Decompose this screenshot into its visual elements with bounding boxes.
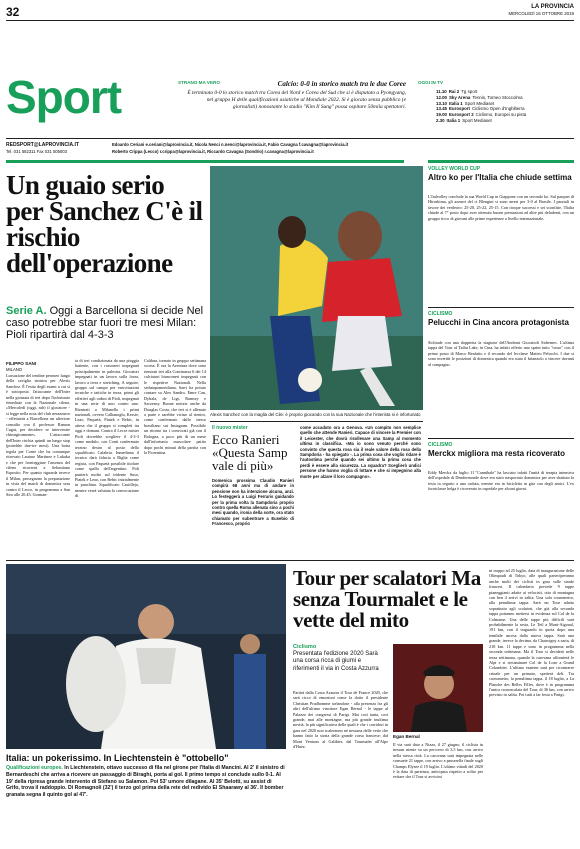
strano-headline: Calcio: 0-0 in storico match tra le due Coree [277, 80, 406, 88]
ranieri-rule [210, 421, 423, 422]
strano-kicker: STRANO MA VERO [178, 80, 220, 85]
ranieri-col-1: Domenica prossima Claudio Ranieri compirà 68 anni ma di andare in pensione non ha intenzione alcuna, anzi. Lo festeggerà a Luigi Ferraris guidando per la prima volta la Sampdoria proprio contro quella Roma allenata sino a pochi mesi quando, ironia della sorte, ora stato chiamato per subentrare a Eusebio di Francesco, proprio [212, 478, 294, 527]
sidebar-s2-headline: Pelucchi in Cina ancora protagonista [428, 318, 569, 327]
italia-caption-title: Italia: un pokerissimo. In Liechtenstein è "ottobello" [6, 753, 229, 763]
ranieri-headline: Ecco Ranieri «Questa Samp vale di più» [212, 432, 288, 473]
sidebar-s2-body: Sichiude con una doppietta la stagione dell'Androni Giocattoli Sidermec. L'ultima tappa del Tour of Taihu Lake, in Cina, ha infatti offerto uno sprint tutto "rosso" con il primo posto di Marco Benfatto e il secondo del lecchese Matteo Pelucchi. I due si sono invertiti le posizioni di domenica quando era stato il brianzolo a vincere davanti al compagno. [428, 340, 574, 367]
tv-item: 13.45 Eurosport Ciclismo Open d'Inghilterra [436, 106, 525, 112]
sidebar-s3-headline: Merckx migliora ma resta ricoverato [428, 449, 565, 458]
sidebar-rule-2 [428, 438, 574, 439]
tour-headline: Tour per scalatori Ma senza Tourmalet e le vette del mito [293, 566, 481, 632]
tv-item: 2.30 Italia 1 Sport Mediaset [436, 117, 492, 123]
main-subhead [6, 305, 204, 341]
main-subhead-text: Oggi a Barcellona si decide Nel caso potrebbe star fuori tre mesi Milan: Pioli ripartirà dal 4-3-3 [6, 305, 204, 341]
sidebar-s3-body: Eddy Merckx da luglio. Il "Cannibale" ha lasciato infatti l'unità di terapia intensiva dell'ospedale di Dendermonde dove era stato trasportato domenica per aver sbattuto la testa in seguito a una caduta, mentre era in bicicletta in gita con degli amici. L'ex fuoriclasse belga è ricoverato in ospedale per alcuni giorni. [428, 470, 574, 492]
tour-col-1: Partirà dalla Costa Azzurra il Tour de France 2020, che sarà ricco di emozioni come la dotto il presidente Christian Prudhomme stelandose - alla presenza fra gli altri dell'ultimo vincitore Egan Bernal - le tappe al Palazzo dei congressi di Parigi. Mai così tanta, così grande, mai alle montagne, ma più grande inultima novità, la più significativa delle quali è che i corridori in gara nel 2020 non scaleranno né nessuna delle vette che hanno fatto la storia della grande corsa francese: dal Mont Ventoux al Galibier, dal Tourmalet all'Alpe d'Huez. [293, 690, 388, 750]
italia-caption-body: In Liechtenstein, ottavo successo di fila nel girone per l'Italia di Mancini. Al 2' il sinistro di Bernardeschi che arriva a ricevere un passaggio di Biraghi, porta al gol. Il primo tempo si conclude sullo 0-1. Al 19' della ripresa grande intervento di Stefano su Salamon. Poi 53' umore dilagane. Al 35' Belotti, su assist di Grifo, trova il raddoppio. Di Romagnoli (32') il terzo gol prima della rete del redivido El Shaarawy al 36'. Il bomber granata segna il quinto gol al 47'. [6, 765, 285, 799]
italia-caption-kicker: Qualificazioni europee. [6, 765, 63, 771]
italia-photo-image [6, 564, 286, 749]
tv-item: 12.00 Sky Arena Tennis, Torneo Stoccolma [436, 94, 523, 100]
italia-photo [6, 564, 286, 749]
main-place: MILANO [6, 367, 23, 372]
tv-item: 11.10 Rai 2 Tg sport [436, 89, 478, 94]
tour-col-3: ni troppo ad 25 luglio, data di inaugurazione delle Olimpiadi di Tokyo, alle quali parteciperanno anche molti dei ciclisti in gara sulle strade francesi. Il calendario prevede 9 tappe pianeggianti adatte ai velocisti, otto di montagna con ben 4 arrivi in salita. Una sola cronometro, alla penultima tappa. Sarà un Tour adatto soprattutto agli scalatori, che già alla seconda tappa potranno mettersi in evidenza sul Col de la Colmaine. Una delle tappe più difficili sarà probabilmente la sesta, Le Teil a Mont-Aigoual, 191 km, con il traguardo in quota dopo una temibile ascesa dalla nuova tappa. Sarà una grande, invece la decima, da Chauvigny a sarta, di 218 km. 11 tappe e sono in programma nella seconda settimana. Ma il Tour si deciderà nelle terza settimana, quando la carovana affronterà le Alpi e si riesaminare Col de la Loze a Grand Colombier. L'ultimo esamen sarà per ricontrarre crinale per un primato, spetterà deli. Tra cronometro, la penultima tappa, il 18 luglio, a La Planche des Belles Filles, dove è in programma l'unica cronoscalata del Tour, di 36 km, con arrivo previsto in salita. Poi tutti a far festa a Parigi. [489, 568, 574, 698]
tour-col-2: Il via sarà dato a Nizza, il 27 giugno, il ciclista in nessun niente su un percorso di 3,5 km, con arrivo nella stessa città. La carovana sarà impegnata nelle consuete 21 tappe, con arrivo a passerella finale sugli Champs Elysee il 19 luglio. L'ultimo vittadi del 2020 è la data di partenza, anticipata rispetto a solito per evitare che il Tour si avvicini [393, 742, 483, 780]
sidebar-s1-body: L'Italvolley conclude la sua World Cup in Giappone con un secondo ko. Sul parquet di Hiroshima, gli azzurri del ct Blengini si sono arresi per 3-0 al Brasile. I parziali in favore dei verdeoro: 25-20, 25-22, 25-15. Con cinque successi e sei sconfitte, l'Italia chiude al 7° posto dopo aver ottenuto buone prestazioni ad altre più deludenti, con un gruppo ricco di giovani alle prime esperienze a livello internazionale. [428, 194, 574, 221]
section-title: Sport [6, 71, 122, 123]
sidebar-s3-kicker: CICLISMO [428, 442, 453, 448]
main-col-1: Lussazione del tendine peroneo lungo della caviglia sinistra per Alexis Sanchez. È l'esito degli esami a cui si è sottoposto l'attaccante dell'Inter nella giornata di ieri dopo l'infortunio rimediato con la Nazionale cilena, «Mercoledì (oggi, ndr) il giocatore - si legge nella nota del club nerazzurro - effettuerà a Barcellona un ulteriore consulto con il professor Ramon Cugat, per decidere se intervenire chirurgicamente». L'attaccante dell'Inter rischia quindi un lungo stop (potrebbe due-tre mesi). Una botta tegola per Conte che ha comunque ritrovato Lautaro Martinez e Lukaku e che per fronteggiare l'assenza del cileno ricorrerà a Sebastiano Esposito. Per quanto riguarda invece il Milan, proseguono la preparazione in vista del match di domenica sera contro il Lecce, in programma a San Siro alle 20.45. Gorman- [6, 373, 70, 497]
ranieri-col-2: come accaduto ora a Genova. «Un compito non semplice quello che attende Ranieri. Capace di vincere la Premier con il Leicester, che dovrà risollevare una Samp al momento ultima in classifica. «Ma io sono venuto perché sono convinto che questa rosa sia il reale valore della rosa della Sampdoria - ha spiegato -. La prima cosa che voglio ridare è l'autostima perché quando sei ultimo la prima cosa che perdi è essere alla sicurezza. La squadra? Sceglierò undici persone che hanno voglia di lottare e che si impegnino alla morte per alzare il loro compagno». [300, 425, 421, 479]
bernal-photo [393, 644, 483, 732]
staff-line-2: Roberto Crippa (Lecco) r.crippa@laprovincia.it, Riccardo Cavagna (Sondrio) r.cavagna@laprovincia.it [112, 149, 314, 154]
lower-rule [6, 560, 574, 561]
sanchez-photo-caption: Alexis Sanchez con la maglia del Cile: è proprio giocando con la sua Nazionale che l'interista si è infortunato [210, 412, 421, 417]
sanchez-photo [210, 166, 423, 410]
header-rule [6, 20, 574, 21]
sidebar-s1-headline: Altro ko per l'Italia che chiude settima [428, 173, 572, 182]
tv-item: 13.10 Italia 1 Sport Mediaset [436, 100, 495, 106]
tv-list [436, 89, 576, 124]
main-sub-kicker: Serie A. [6, 305, 47, 317]
italia-caption [6, 765, 286, 799]
main-col-2: ta di ieri condizionata da una pioggia battente, con i rossoneri impegnati principalmente in palestra. Giocatori impegnati in un lavoro sulla forza, lavoro a terra e stretching. A seguire, gruppo sul campo per esercitazioni tecniche e tattiche in terza, primi gli effettivi agli ordini di Pioli, impegnati in una serie di uno contro uno. Rientrati a Milanello i primi nazionali, ovvero Calhanoglu, Kessie, Leao, Paquetà, Piatek e Rebic, in attesa che il gruppo si completi tra oggi e domani. Contro il Lecce mister Pioli dovrebbe scegliere il 4-3-3 come modulo, con Conti confermato terzino destro al posto dello squalificato Calabria. Inmediana il tecnico darà fiducia a Biglia come regista, con Paquetà possibile titolare come spalla dell'argentino. Poli punterà molto sul tridente Suso, Piatek e Leao, con Rebic inizialmente in panchina. Squalificato Castillejo, mentre verrà valutata la convocazione di [75, 358, 139, 499]
tour-kicker: Ciclismo [293, 644, 317, 650]
contacts-email[interactable]: REDSPORT@LAPROVINCIA.IT [6, 142, 79, 148]
tour-subhead: Presentata l'edizione 2020 Sarà una corsa ricca di giumi e riferimenti il via in Costa Azzurra [293, 651, 379, 672]
section-green-bar [6, 160, 404, 163]
sidebar-s2-kicker: CICLISMO [428, 311, 453, 317]
issue-date: MERCOLEDÌ 16 OTTOBRE 2019 [508, 11, 574, 16]
tv-item: 19.00 Eurosport 2 Ciclismo, Europei su pista [436, 112, 527, 118]
page-number: 32 [6, 5, 20, 19]
main-headline: Un guaio serio per Sanchez C'è il rischio dell'operazione [6, 170, 203, 278]
bernal-caption: Egan Bernal [393, 734, 420, 739]
strano-body: È terminato 0-0 lo storico match tra Corea del Nord e Corea del Sud che si è disputato a Pyongyang, nel gruppo H delle qualificazioni asiatiche al Mondiale 2022. Si è giocato senza pubblico (e giornalisti) nonostante lo stadio "Kim Il Sung" possa ospitare 50mila spettatori. [187, 90, 406, 110]
sanchez-photo-image [210, 166, 423, 410]
contacts-phone: Tel. 031 582311 Fax 031 505003 [6, 149, 67, 154]
sidebar-green-bar [428, 160, 574, 163]
sidebar-s1-kicker: VOLLEY WORLD CUP [428, 166, 481, 172]
sidebar-rule-1 [428, 307, 574, 308]
newspaper-name: LA PROVINCIA [531, 4, 574, 10]
bernal-photo-image [393, 644, 483, 732]
ranieri-kicker: Il nuovo mister [212, 425, 248, 431]
staff-line-1: Edoardo Ceriani e.ceriani@laprovincia.it, Nicola Nenci n.nenci@laprovincia.it, Fabio Cavagna f.cavagna@laprovincia.it [112, 142, 349, 147]
contacts-rule [6, 138, 574, 139]
tv-kicker: OGGI IN TV [418, 80, 444, 85]
main-author: FILIPPO SANI [6, 361, 37, 366]
main-col-3: Caldara, tornato in gruppo settimana scorsa. È ora la Aventura dove sono rientrati ieri alla Continassa 6 dei 14 calciatori bianconeri impegnati con le rispettive Nazionali. Nella sedutapomeridiana, Sarri ha potuto contare su Alex Sandro, Emre Can, Dybala, de Ligt, Ramsey e Szczesny. Buone notizie anche da Douglas Costa, che ieri si è allenato a parte e sarebbe vicino al rientro, come confermato dallo stesso brasiliano sui Instagram. Possibile un ritorno tra i convocati già con il Bologna, a poco più di un mese dall'infortunio muscolare patito dopo pochi minuti della partita con la Fiorentina. [144, 358, 206, 455]
